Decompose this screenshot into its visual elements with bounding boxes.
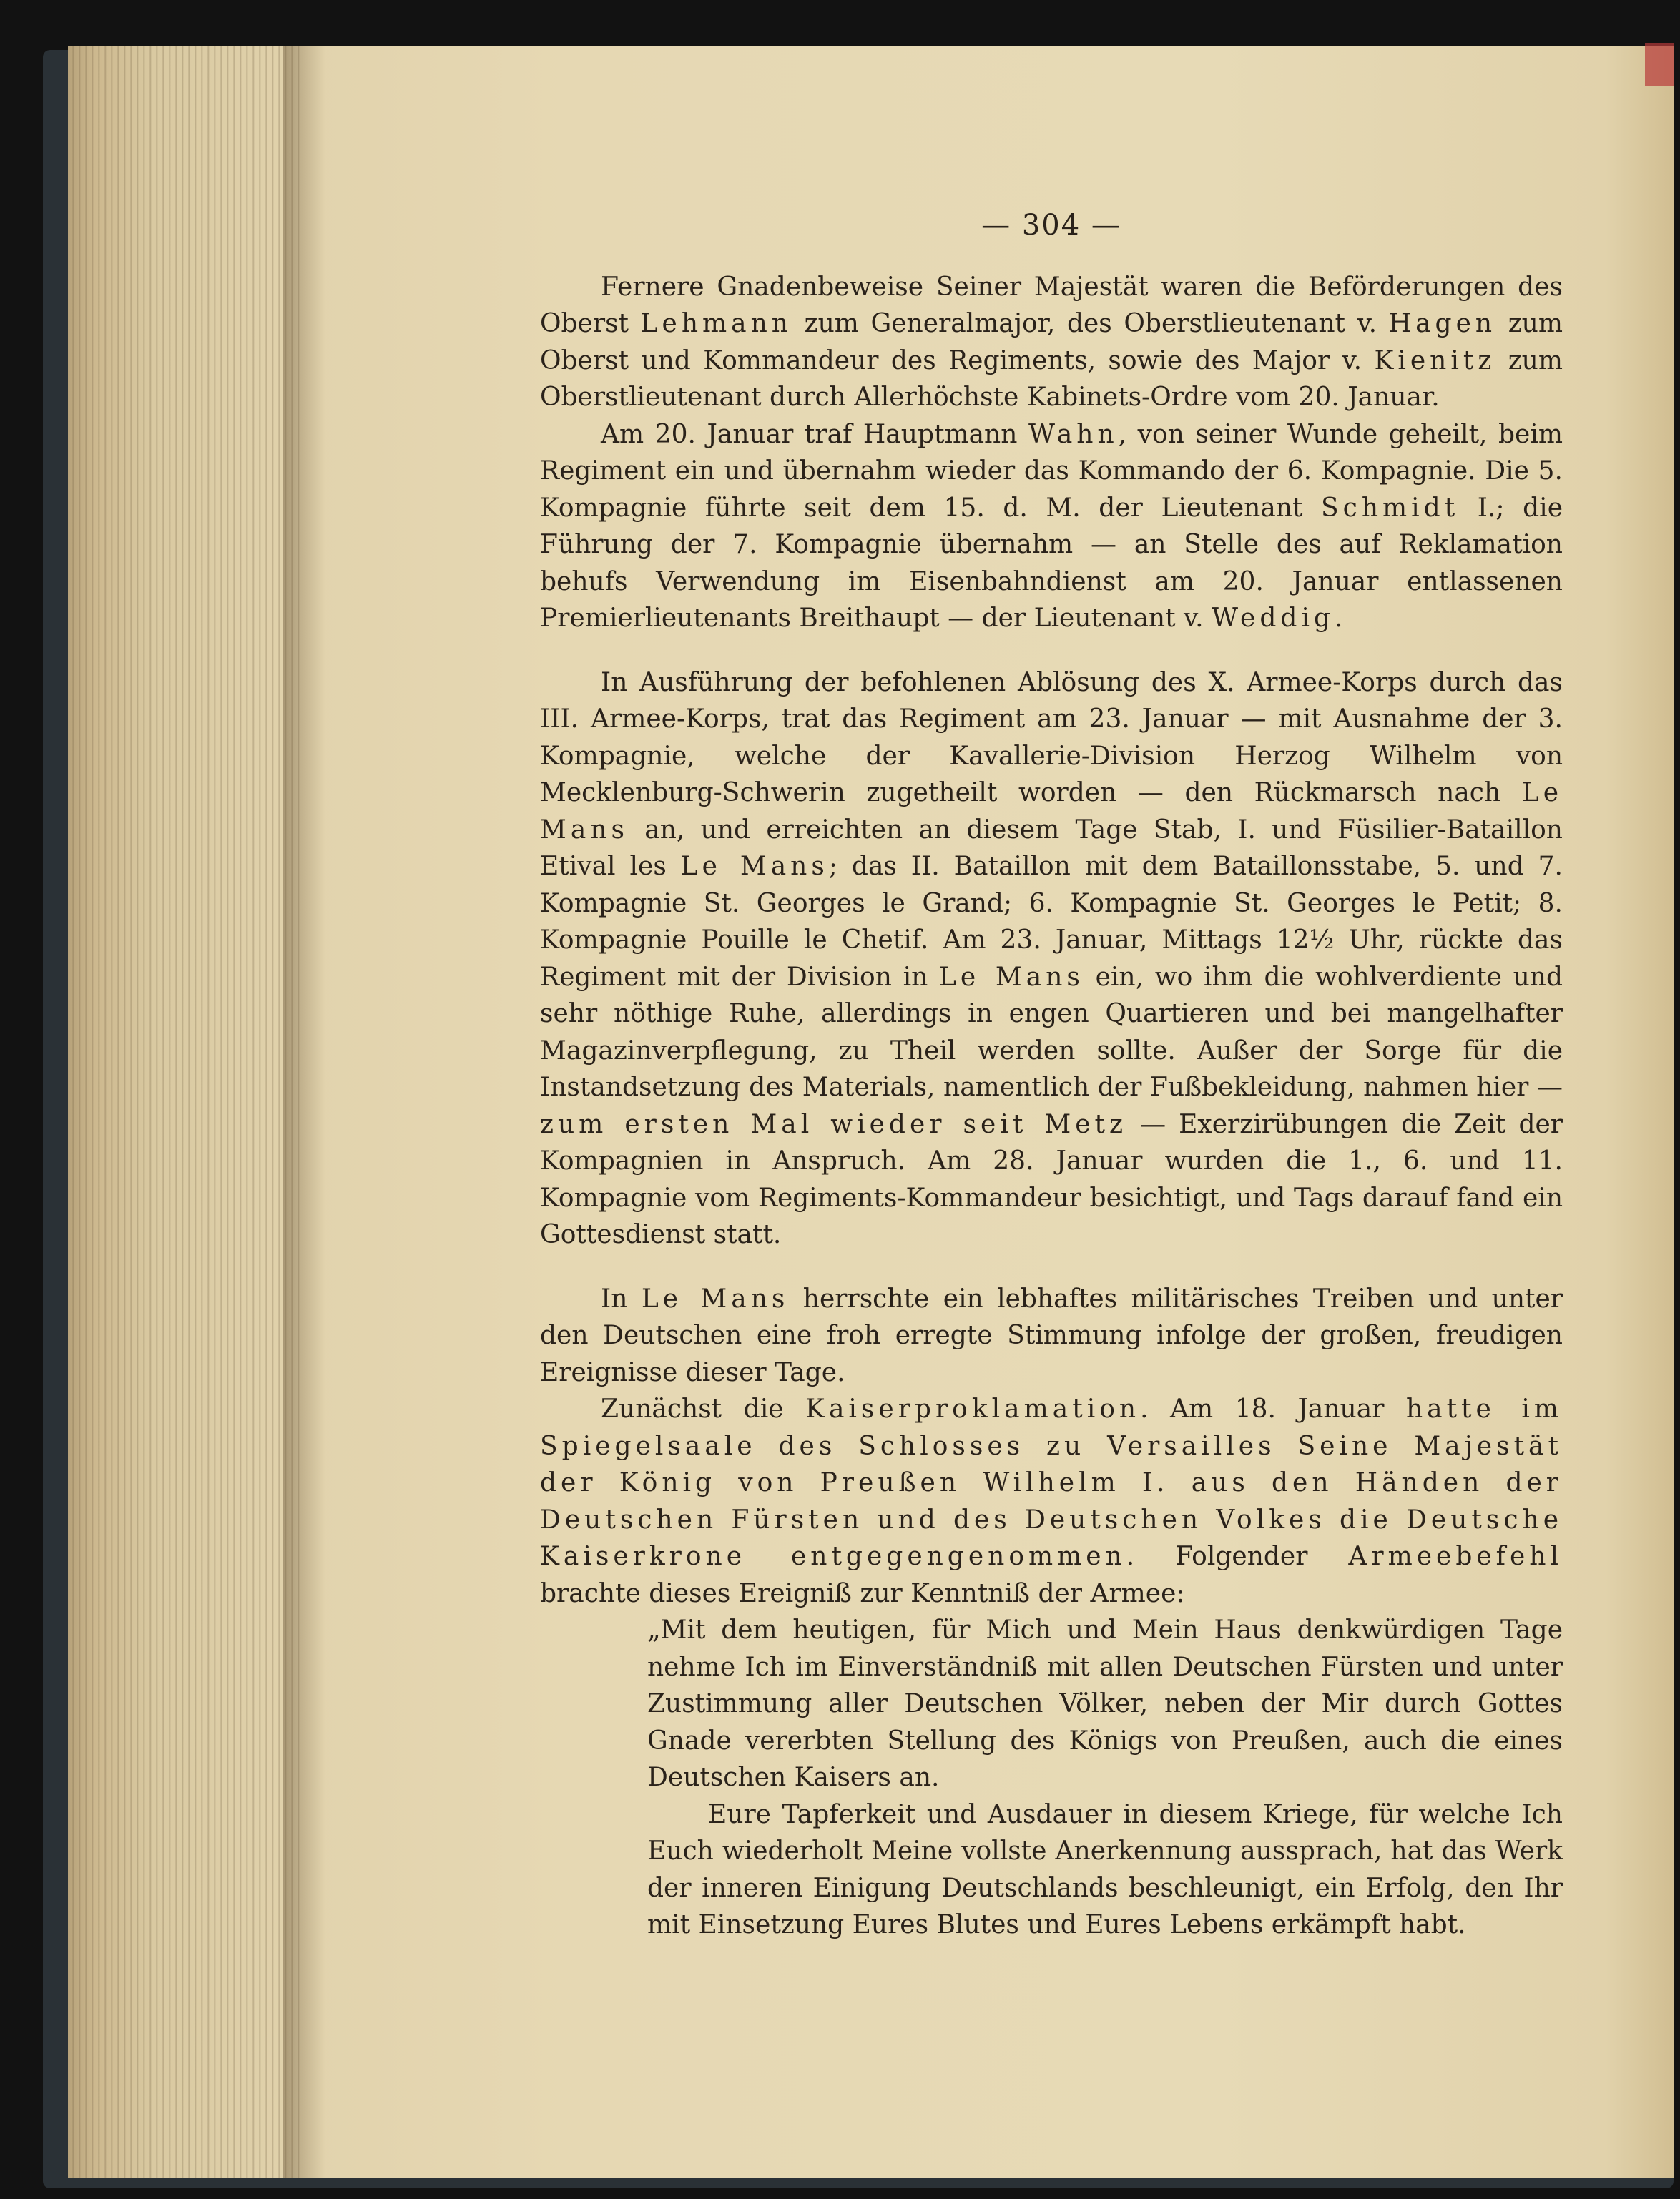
bookmark-ribbon	[1645, 43, 1674, 86]
quote-armeebefehl-1: „Mit dem heutigen, für Mich und Mein Haus denkwürdigen Tage nehme Ich im Einverständniß mit allen Deutschen Fürsten und unter Zustimmung aller Deutschen Völker, neben der Mir durch Gottes Gnade vererbten Stellung des Königs von Preußen, auch die eines Deutschen Kaisers an.	[647, 1615, 1563, 1792]
paragraph-le-mans-mood: In Le Mans herrschte ein lebhaftes militärisches Treiben und unter den Deutschen eine froh erregte Stimmung infolge der großen, freudigen Ereignisse dieser Tage.	[540, 1284, 1563, 1387]
paragraph-promotions: Fernere Gnadenbeweise Seiner Majestät waren die Beförderungen des Oberst Lehmann zum Generalmajor, des Oberstlieutenant v. Hagen zum Oberst und Kommandeur des Regiments, sowie des Major v. Kienitz zum Oberstlieutenant durch Allerhöchste Kabinets-Ordre vom 20. Januar.	[540, 272, 1563, 412]
paragraph-return-march: In Ausführung der befohlenen Ablösung des X. Armee-Korps durch das III. Armee-Korps, trat das Regiment am 23. Januar — mit Ausnahme der 3. Kompagnie, welche der Kavallerie-Division Herzog Wilhelm von Mecklenburg-Schwerin zugetheilt worden — den Rückmarsch nach Le Mans an, und erreichten an diesem Tage Stab, I. und Füsilier-Bataillon Etival les Le Mans; das II. Bataillon mit dem Bataillonsstabe, 5. und 7. Kompagnie St. Georges le Grand; 6. Kompagnie St. Georges le Petit; 8. Kompagnie Pouille le Chetif. Am 23. Januar, Mittags 12½ Uhr, rückte das Regiment mit der Division in Le Mans ein, wo ihm die wohlverdiente und sehr nöthige Ruhe, allerdings in engen Quartieren und bei mangelhafter Magazinverpflegung, zu Theil werden sollte. Außer der Sorge für die Instandsetzung des Materials, namentlich der Fußbekleidung, nahmen hier — zum ersten Mal wieder seit Metz — Exerzirübungen die Zeit der Kompagnien in Anspruch. Am 28. Januar wurden die 1., 6. und 11. Kompagnie vom Regiments-Kommandeur besichtigt, und Tags darauf fand ein Gottesdienst statt.	[540, 667, 1563, 1249]
page-number: — 304 —	[981, 209, 1121, 242]
page-edges	[68, 46, 304, 2178]
paragraph-command-changes: Am 20. Januar traf Hauptmann Wahn, von seiner Wunde geheilt, beim Regiment ein und übernahm wieder das Kommando der 6. Kompagnie. Die 5. Kompagnie führte seit dem 15. d. M. der Lieutenant Schmidt I.; die Führung der 7. Kompagnie übernahm — an Stelle des auf Reklamation behufs Verwendung im Eisenbahndienst am 20. Januar entlassenen Premierlieutenants Breithaupt — der Lieutenant v. Weddig.	[540, 419, 1563, 633]
page-text	[540, 207, 1563, 1944]
paragraph-kaiserproklamation: Zunächst die Kaiserproklamation. Am 18. Januar hatte im Spiegelsaale des Schlosses zu Versailles Seine Majestät der König von Preußen Wilhelm I. aus den Händen der Deutschen Fürsten und des Deutschen Volkes die Deutsche Kaiserkrone entgegengenommen. Folgender Armeebefehl brachte dieses Ereigniß zur Kenntniß der Armee:	[540, 1394, 1563, 1608]
quote-armeebefehl-2: Eure Tapferkeit und Ausdauer in diesem Kriege, für welche Ich Euch wiederholt Meine vollste Anerkennung aussprach, hat das Werk der inneren Einigung Deutschlands beschleunigt, ein Erfolg, den Ihr mit Einsetzung Eures Blutes und Eures Lebens erkämpft habt.	[647, 1799, 1563, 1939]
gutter-shadow	[283, 46, 325, 2178]
